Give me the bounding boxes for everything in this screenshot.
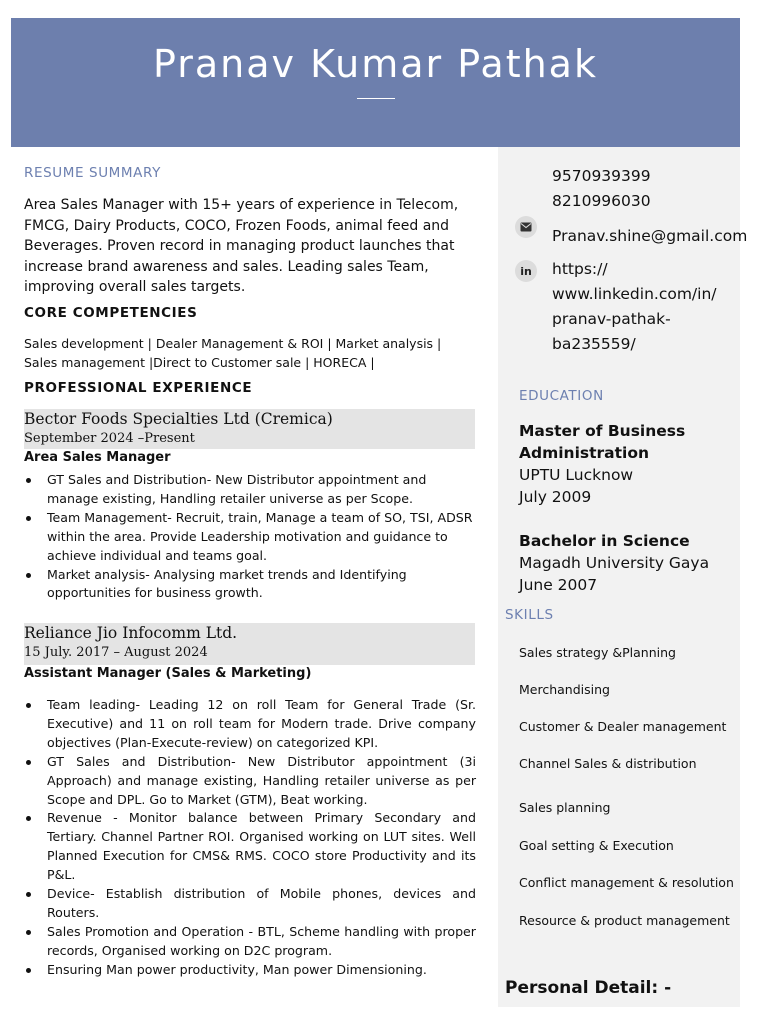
skill-item: Goal setting & Execution xyxy=(519,838,674,853)
list-item: Sales Promotion and Operation - BTL, Scheme handling with proper records, Organised working on D2C program. xyxy=(24,923,476,961)
job-header-2 xyxy=(24,623,475,665)
header-divider xyxy=(357,98,395,99)
skill-item: Conflict management & resolution xyxy=(519,875,734,890)
phone-number: 8210996030 xyxy=(552,192,651,210)
list-item: GT Sales and Distribution- New Distributor appointment (3i Approach) and manage existing, Handling retailer universe as per Scope and DPL. Go to Market (GTM), Beat working. xyxy=(24,753,476,810)
linkedin-url[interactable]: https:// www.linkedin.com/in/ pranav-pathak- ba235559/ xyxy=(552,260,717,353)
list-item: Device- Establish distribution of Mobile phones, devices and Routers. xyxy=(24,885,476,923)
company-name: Bector Foods Specialties Ltd (Cremica) xyxy=(24,410,333,428)
job-header-1 xyxy=(24,409,475,449)
list-item: Team Management- Recruit, train, Manage a team of SO, TSI, ADSR within the area. Provide Leadership motivation and guidance to achieve individual and teams goal. xyxy=(24,509,476,566)
skill-item: Customer & Dealer management xyxy=(519,719,727,734)
company-name: Reliance Jio Infocomm Ltd. xyxy=(24,624,238,642)
header-banner xyxy=(11,18,740,147)
summary-heading: RESUME SUMMARY xyxy=(24,165,161,181)
skills-heading: SKILLS xyxy=(505,607,554,623)
skill-item: Sales planning xyxy=(519,800,611,815)
list-item: GT Sales and Distribution- New Distributor appointment and manage existing, Handling retailer universe as per Scope. xyxy=(24,471,476,509)
phone-number: 9570939399 xyxy=(552,167,651,185)
education-item-2: Bachelor in Science Magadh University Gaya June 2007 xyxy=(519,532,710,594)
job-dates: 15 July. 2017 – August 2024 xyxy=(24,645,208,660)
job-2-bullets xyxy=(24,696,476,980)
linkedin-icon: in xyxy=(515,260,537,282)
job-role: Assistant Manager (Sales & Marketing) xyxy=(24,666,312,681)
email-address[interactable]: Pranav.shine@gmail.com xyxy=(552,227,748,245)
list-item: Ensuring Man power productivity, Man power Dimensioning. xyxy=(24,961,476,980)
competencies-heading: CORE COMPETENCIES xyxy=(24,305,198,321)
education-heading: EDUCATION xyxy=(519,388,604,404)
competencies-text: Sales development | Dealer Management & ROI | Market analysis | Sales management |Direct to Customer sale | HORECA | xyxy=(24,336,442,370)
summary-text: Area Sales Manager with 15+ years of experience in Telecom, FMCG, Dairy Products, COCO, Frozen Foods, animal feed and Beverages. Proven record in managing product launches that increase brand awareness and sales. Leading sales Team, improving overall sales targets. xyxy=(24,197,459,295)
skill-item: Merchandising xyxy=(519,682,610,697)
personal-detail-heading: Personal Detail: - xyxy=(505,978,672,998)
skill-item: Resource & product management xyxy=(519,913,730,928)
list-item: Revenue - Monitor balance between Primary Secondary and Tertiary. Channel Partner ROI. Organised working on LUT sites. Well Planned Execution for CMS& RMS. COCO store Productivity and its P&L. xyxy=(24,809,476,885)
list-item: Team leading- Leading 12 on roll Team for General Trade (Sr. Executive) and 11 on roll team for Modern trade. Drive company objectives (Plan-Execute-review) on categorized KPI. xyxy=(24,696,476,753)
candidate-name: Pranav Kumar Pathak xyxy=(153,42,598,86)
job-1-bullets xyxy=(24,471,476,603)
job-dates: September 2024 –Present xyxy=(24,431,195,446)
skill-item: Sales strategy &Planning xyxy=(519,645,676,660)
education-item-1: Master of Business Administration UPTU Lucknow July 2009 xyxy=(519,422,686,506)
job-role: Area Sales Manager xyxy=(24,450,171,465)
experience-heading: PROFESSIONAL EXPERIENCE xyxy=(24,380,253,396)
envelope-icon xyxy=(515,216,537,238)
list-item: Market analysis- Analysing market trends and Identifying opportunities for business growth. xyxy=(24,566,476,604)
skill-item: Channel Sales & distribution xyxy=(519,756,697,771)
